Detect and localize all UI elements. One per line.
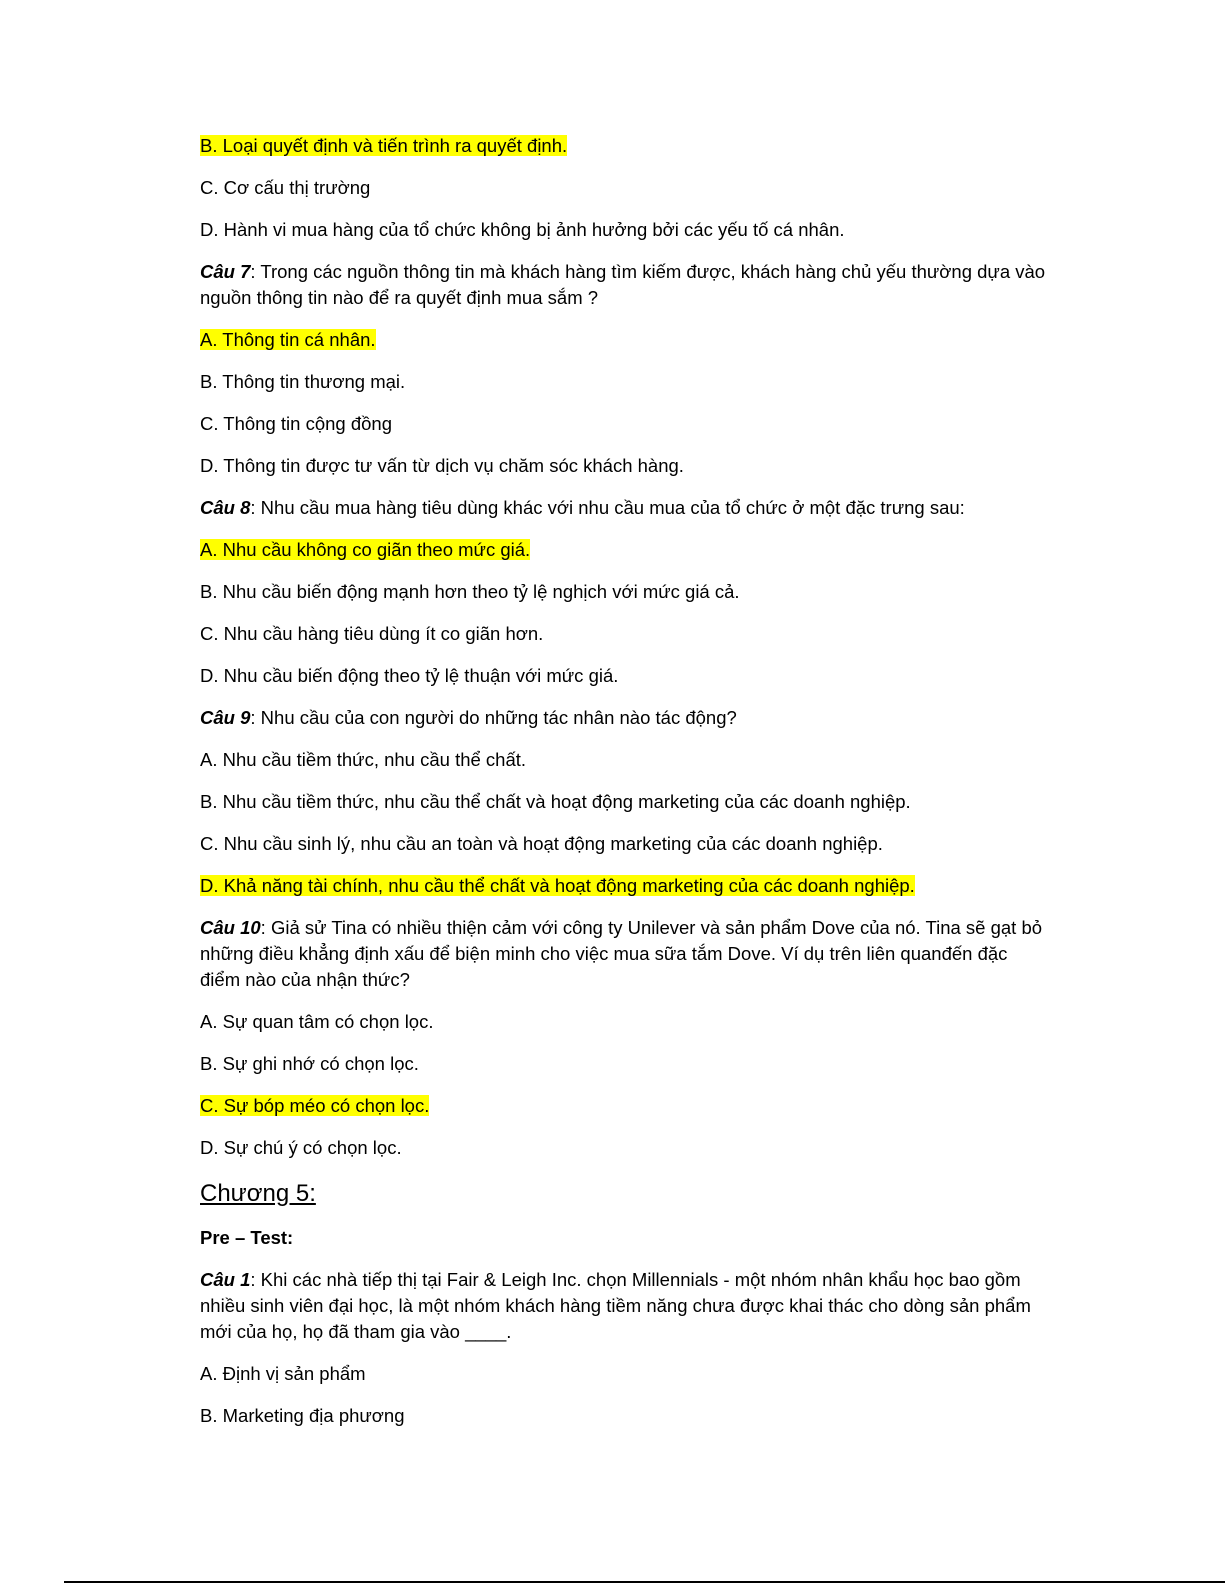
- answer-option: [200, 133, 1050, 159]
- highlighted-answer: D. Khả năng tài chính, nhu cầu thể chất và hoạt động marketing của các doanh nghiệp.: [200, 875, 915, 896]
- highlighted-answer: B. Loại quyết định và tiến trình ra quyết định.: [200, 135, 568, 156]
- answer-option: B. Thông tin thương mại.: [200, 371, 406, 392]
- answer-option: D. Nhu cầu biến động theo tỷ lệ thuận với mức giá.: [200, 665, 619, 686]
- answer-option: B. Nhu cầu biến động mạnh hơn theo tỷ lệ nghịch với mức giá cả.: [200, 581, 740, 602]
- question-9: [200, 705, 1050, 731]
- highlighted-answer: A. Nhu cầu không co giãn theo mức giá.: [200, 539, 531, 560]
- question-label: Câu 8: [200, 497, 251, 518]
- question-label: Câu 1: [200, 1269, 251, 1290]
- answer-option: A. Nhu cầu tiềm thức, nhu cầu thể chất.: [200, 749, 527, 770]
- answer-option: A. Định vị sản phẩm: [200, 1363, 366, 1384]
- highlighted-answer: C. Sự bóp méo có chọn lọc.: [200, 1095, 430, 1116]
- page-content: [200, 133, 1050, 1445]
- answer-option: C. Nhu cầu hàng tiêu dùng ít co giãn hơn.: [200, 623, 544, 644]
- answer-option: [200, 327, 1050, 353]
- answer-option: [200, 537, 1050, 563]
- question-8: [200, 495, 1050, 521]
- question-text: : Nhu cầu mua hàng tiêu dùng khác với nhu cầu mua của tổ chức ở một đặc trưng sau:: [250, 497, 965, 518]
- question-text: : Nhu cầu của con người do những tác nhân nào tác động?: [250, 707, 737, 728]
- question-text: : Khi các nhà tiếp thị tại Fair & Leigh Inc. chọn Millennials - một nhóm nhân khẩu học bao gồm nhiều sinh viên đại học, là một nhóm khách hàng tiềm năng chưa được khai thác cho dòng sản phẩm mới của họ, họ đã tham gia vào ____.: [200, 1269, 1031, 1342]
- pretest-label: Pre – Test:: [200, 1227, 294, 1248]
- answer-option: B. Marketing địa phương: [200, 1405, 405, 1426]
- question-label: Câu 10: [200, 917, 261, 938]
- answer-option: C. Nhu cầu sinh lý, nhu cầu an toàn và hoạt động marketing của các doanh nghiệp.: [200, 833, 883, 854]
- answer-option: C. Thông tin cộng đồng: [200, 413, 392, 434]
- question-label: Câu 7: [200, 261, 251, 282]
- chapter5-question-1: [200, 1267, 1050, 1345]
- answer-option: B. Sự ghi nhớ có chọn lọc.: [200, 1053, 419, 1074]
- answer-option: B. Nhu cầu tiềm thức, nhu cầu thể chất và hoạt động marketing của các doanh nghiệp.: [200, 791, 911, 812]
- chapter-heading: Chương 5:: [200, 1180, 316, 1207]
- answer-option: D. Hành vi mua hàng của tổ chức không bị ảnh hưởng bởi các yếu tố cá nhân.: [200, 219, 845, 240]
- answer-option: A. Sự quan tâm có chọn lọc.: [200, 1011, 434, 1032]
- answer-option: D. Thông tin được tư vấn từ dịch vụ chăm sóc khách hàng.: [200, 455, 684, 476]
- question-label: Câu 9: [200, 707, 251, 728]
- question-7: [200, 259, 1050, 311]
- answer-option: [200, 1093, 1050, 1119]
- question-text: : Giả sử Tina có nhiều thiện cảm với công ty Unilever và sản phẩm Dove của nó. Tina sẽ gạt bỏ những điều khẳng định xấu để biện minh cho việc mua sữa tắm Dove. Ví dụ trên liên quanđến đặc điểm nào của nhận thức?: [200, 917, 1043, 990]
- page-bottom-rule: [64, 1581, 1225, 1583]
- answer-option: [200, 873, 1050, 899]
- answer-option: C. Cơ cấu thị trường: [200, 177, 371, 198]
- answer-option: D. Sự chú ý có chọn lọc.: [200, 1137, 402, 1158]
- highlighted-answer: A. Thông tin cá nhân.: [200, 329, 376, 350]
- question-10: [200, 915, 1050, 993]
- question-text: : Trong các nguồn thông tin mà khách hàng tìm kiếm được, khách hàng chủ yếu thường dựa vào nguồn thông tin nào để ra quyết định mua sắm ?: [200, 261, 1046, 308]
